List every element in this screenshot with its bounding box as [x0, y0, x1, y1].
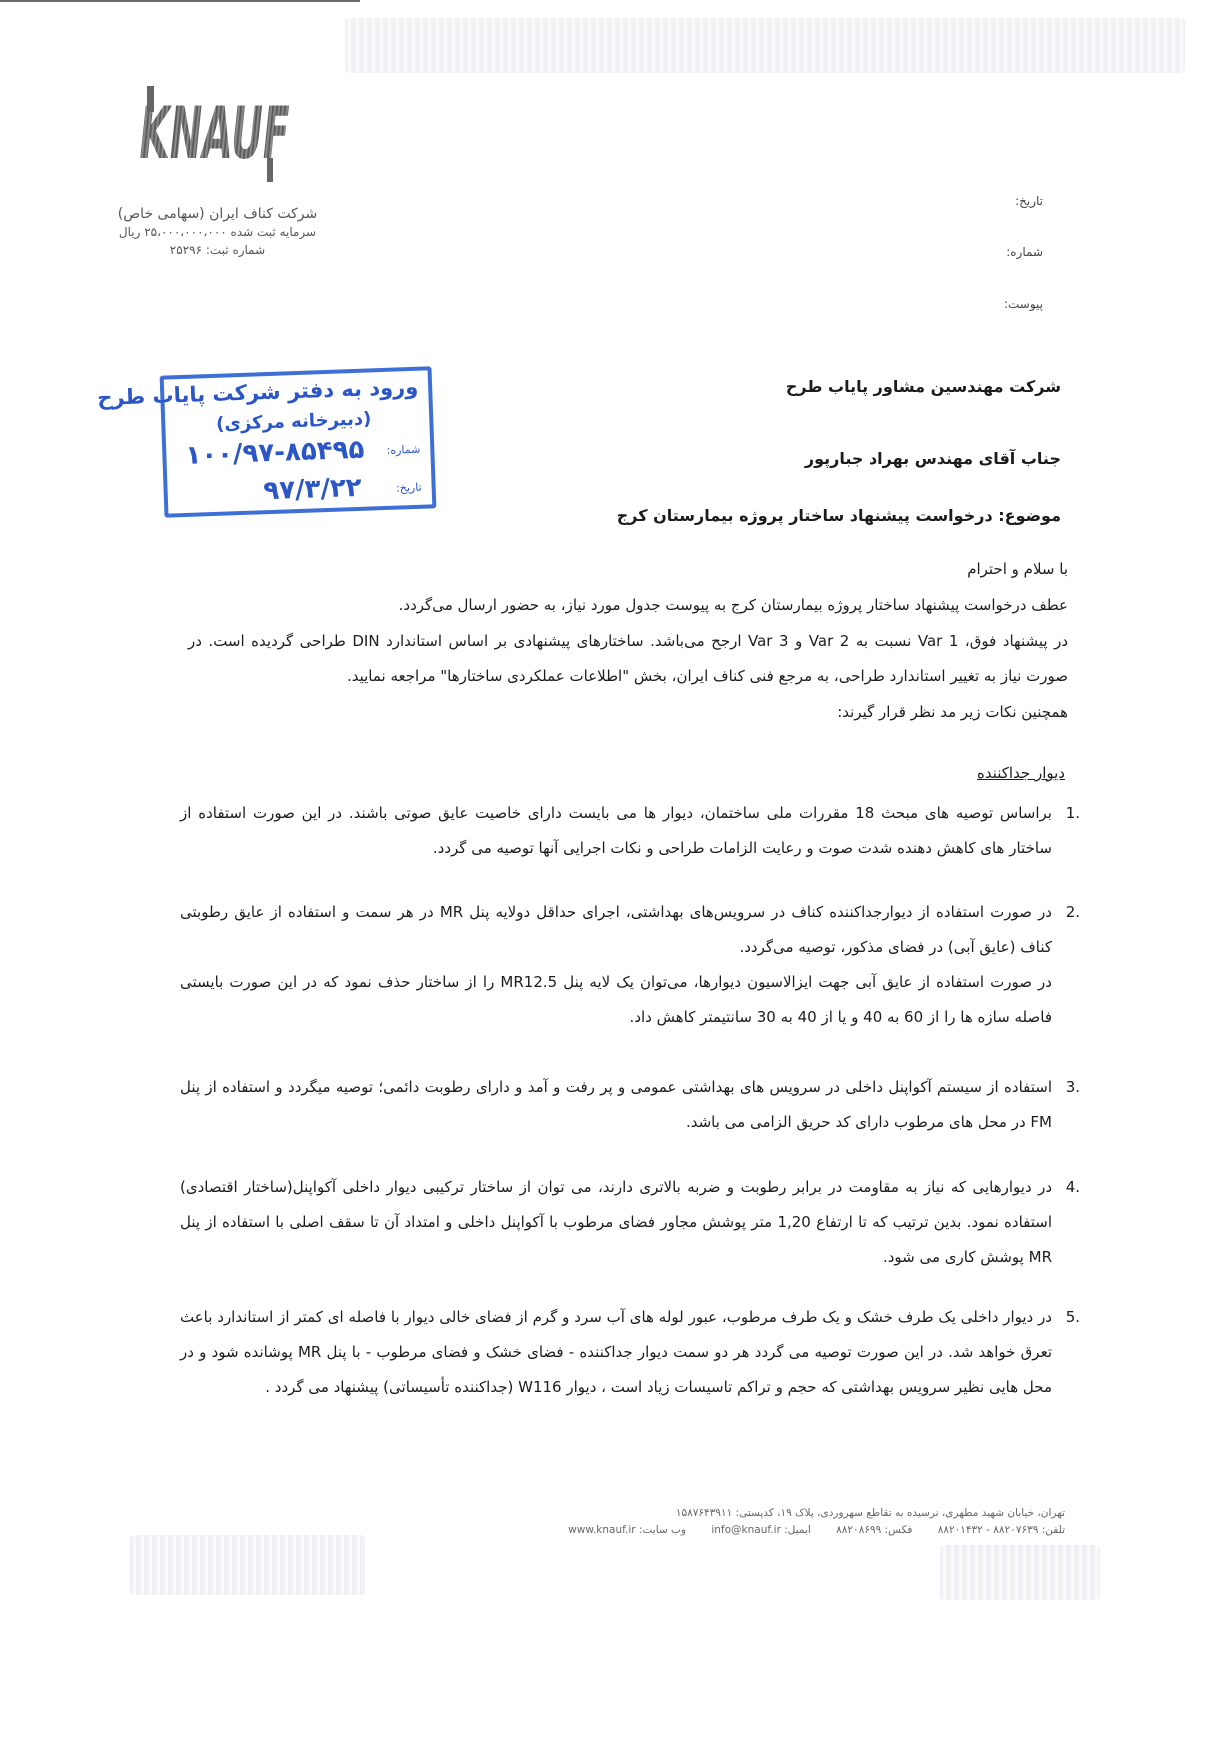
company-info: [110, 205, 325, 259]
knauf-logo: [134, 80, 421, 190]
intro-paragraph-1: عطف درخواست پیشنهاد ساختار پروژه بیمارستان کرج به پیوست جدول مورد نیاز، به حضور ارسال می‌گردد.: [398, 596, 1068, 614]
received-stamp: [96, 366, 437, 517]
company-capital: سرمایه ثبت شده ۲۵،۰۰۰،۰۰۰،۰۰۰ ریال: [118, 225, 317, 239]
list-item: [180, 1070, 1080, 1140]
scan-noise-top: [345, 18, 1185, 73]
list-item-text: استفاده از سیستم آکواپنل داخلی در سرویس های بهداشتی عمومی و پر رفت و آمد و دارای رطوبت دائمی؛ توصیه میگردد و استفاده از پنل FM در محل های مرطوب دارای کد حریق الزامی می باشد.: [180, 1078, 1052, 1131]
stamp-date-label: تاریخ:: [395, 480, 422, 495]
list-item-number: 1.: [1065, 804, 1080, 822]
list-item-text: در دیوار داخلی یک طرف خشک و یک طرف مرطوب، عبور لوله های آب سرد و گرم از فضای خالی دیوار با فاصله ای کمتر از استاندارد باعث تعرق خواهد شد. در این صورت توصیه می گردد هر دو سمت دیوار جداکننده - فضای خشک و فضای مرطوب - با پنل MR پوشانده شود و در محل هایی نظیر سرویس بهداشتی که حجم و تراکم تاسیسات زیاد است ، دیوار W116 (جداکننده تأسیساتی) پیشنهاد می گردد .: [180, 1308, 1052, 1396]
date-label: تاریخ:: [1015, 194, 1043, 208]
subject-label: موضوع:: [998, 506, 1061, 525]
list-item-text: براساس توصیه های مبحث 18 مقررات ملی ساختمان، دیوار ها می بایست دارای خاصیت عایق صوتی باشند. در این صورت استفاده از ساختار های کاهش دهنده شدت صوت و رعایت الزامات طراحی و نکات اجرایی آنها توصیه می گردد.: [180, 804, 1052, 857]
section-title: دیوار جداکننده: [976, 764, 1065, 782]
list-item-number: 3.: [1065, 1078, 1080, 1096]
footer-website: وب سایت: www.knauf.ir: [568, 1524, 687, 1536]
scan-noise-bottom-left: [130, 1535, 365, 1595]
letter-footer: [490, 1505, 1065, 1539]
list-item: [180, 895, 1080, 1035]
footer-email: ایمیل: info@knauf.ir: [711, 1524, 811, 1536]
stamp-number-value: ۱۰۰/۹۷-۸۵۴۹۵: [184, 434, 365, 471]
list-item-number: 4.: [1065, 1178, 1080, 1196]
list-item: [180, 796, 1080, 866]
list-item-text: در صورت استفاده از دیوارجداکننده کناف در سرویس‌های بهداشتی، اجرای حداقل دولایه پنل MR در هر سمت و استفاده از عایق رطوبتی کناف (عایق آبی) در فضای مذکور، توصیه می‌گردد.: [180, 903, 1052, 956]
recipient-company: شرکت مهندسین مشاور پایاب طرح: [785, 377, 1061, 396]
scan-noise-bottom-right: [940, 1545, 1100, 1600]
stamp-line2: (دبیرخانه مرکزی): [215, 408, 372, 435]
stamp-number-label: شماره:: [386, 442, 421, 457]
number-label: شماره:: [1006, 245, 1043, 259]
list-item: [180, 1170, 1080, 1275]
subject-line: [617, 506, 1061, 525]
attachment-label: پیوست:: [1003, 297, 1043, 311]
recipient-person: جناب آقای مهندس بهراد جبارپور: [804, 449, 1061, 468]
subject-text: درخواست پیشنهاد ساختار پروژه بیمارستان کرج: [616, 506, 993, 525]
stamp-date-value: ۹۷/۳/۲۲: [262, 472, 363, 507]
list-item-text: در دیوارهایی که نیاز به مقاومت در برابر رطوبت و ضربه بالاتری دارند، می توان از ساختار ترکیبی دیوار داخلی آکواپنل(ساختار اقتصادی) استفاده نمود. بدین ترتیب که تا ارتفاع 1,20 متر پوشش مجاور فضای مرطوب با آکواپنل داخلی و امتداد آن تا سقف اصلی با استفاده از پنل MR پوشش کاری می شود.: [180, 1178, 1053, 1266]
scan-edge-line: [0, 0, 360, 2]
list-item: [180, 1300, 1080, 1405]
intro-paragraph-2: در پیشنهاد فوق، Var 1 نسبت به Var 2 و Var 3 ارجح می‌باشد. ساختارهای پیشنهادی بر اساس استاندارد DIN طراحی گردیده است. در صورت نیاز به تغییر استاندارد طراحی، به مرجع فنی کناف ایران، بخش "اطلاعات عملکردی ساختارها" مراجعه نمایید.: [188, 632, 1069, 685]
greeting: با سلام و احترام: [967, 560, 1068, 578]
list-item-subtext: در صورت استفاده از عایق آبی جهت ایزالاسیون دیوارها، می‌توان یک لایه پنل MR12.5 را از ساختار حذف نمود که در این صورت بایستی فاصله سازه ها را از 60 به 40 و یا از 40 به 30 سانتیمتر کاهش داد.: [180, 973, 1052, 1026]
company-name: شرکت کناف ایران (سهامی خاص): [117, 206, 318, 222]
footer-address: تهران، خیابان شهید مطهری، نرسیده به تقاطع سهروردی، پلاک ۱۹، کدپستی: ۱۵۸۷۶۴۳۹۱۱: [675, 1507, 1065, 1519]
svg-text:KNAUF: KNAUF: [134, 92, 421, 176]
intro-paragraph-3: همچنین نکات زیر مد نظر قرار گیرند:: [837, 703, 1068, 721]
list-item-number: 2.: [1065, 903, 1080, 921]
footer-phone: تلفن: ۸۸۲۰۷۶۳۹ - ۸۸۲۰۱۴۳۲: [937, 1524, 1065, 1536]
stamp-line1: ورود به دفتر شرکت پایاب طرح: [96, 374, 419, 410]
list-item-number: 5.: [1065, 1308, 1080, 1326]
footer-contacts: [490, 1522, 1065, 1539]
footer-fax: فکس: ۸۸۲۰۸۶۹۹: [836, 1524, 913, 1536]
company-registration: شماره ثبت: ۲۵۲۹۶: [169, 243, 266, 257]
